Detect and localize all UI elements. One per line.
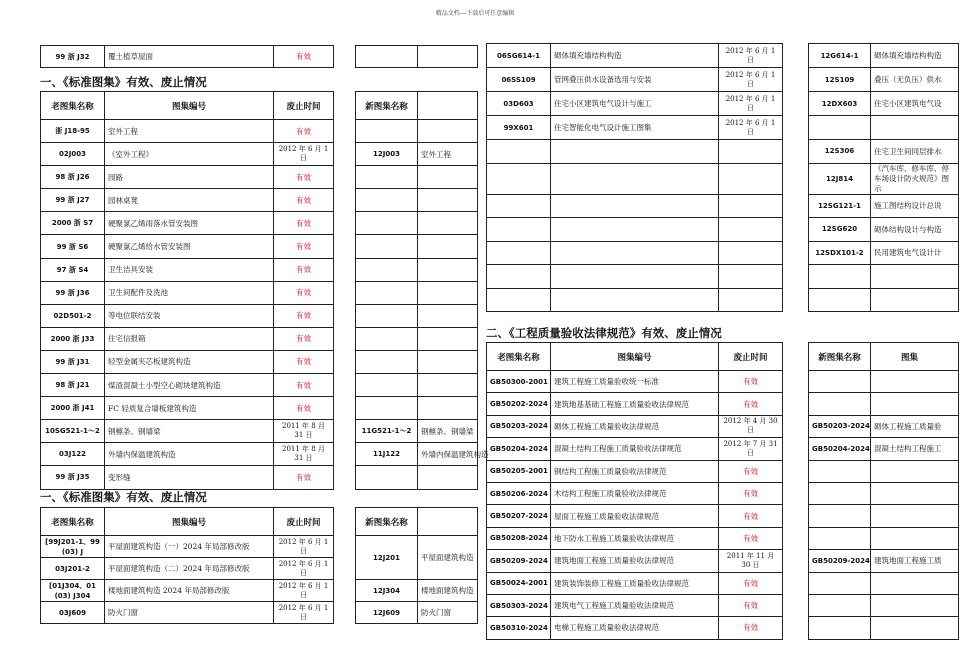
table-cell-new: 12J003 <box>356 143 418 166</box>
table-row <box>487 482 959 504</box>
table-cell-code <box>551 288 719 312</box>
table-cell-code: 砌体填充墙结构构造 <box>551 44 719 68</box>
col-code: 图集编号 <box>105 508 274 536</box>
table-cell-newcode: 防火门窗 <box>418 602 478 624</box>
table-cell-old <box>487 265 551 289</box>
table-cell-old: GB50300-2001 <box>487 371 551 393</box>
table-cell-new: GB50209-2024 <box>809 550 871 572</box>
table-row <box>41 350 478 373</box>
table-cell-new <box>356 212 418 235</box>
table-row <box>487 288 959 312</box>
table-cell-newcode: 砌体填充墙结构构造 <box>871 44 959 68</box>
table-cell-old: GB50204-2024 <box>487 438 551 460</box>
col-old: 老图集名称 <box>487 343 551 371</box>
table-cell-code: 等电位联结安装 <box>105 304 274 327</box>
table-row <box>487 241 959 265</box>
table-cell-time: 2012 年 6 月 1 日 <box>719 44 783 68</box>
table-cell-newcode <box>871 527 959 549</box>
table-cell-new: 11G521-1～2 <box>356 420 418 443</box>
table-cell-newcode <box>418 212 478 235</box>
table-cell-newcode <box>418 189 478 212</box>
table-cell-old <box>487 241 551 265</box>
table-cell-time: 2012 年 6 月 1 日 <box>274 558 334 580</box>
table-cell-code: 建筑工程施工质量验收统一标准 <box>551 371 719 393</box>
table-cell-new <box>356 166 418 189</box>
table-cell-new: 12SG620 <box>809 218 871 242</box>
table-cell-new: 12S109 <box>809 68 871 92</box>
table-cell-new: 12J609 <box>356 602 418 624</box>
table-cell-time <box>719 194 783 218</box>
table-cell-newcode <box>418 258 478 281</box>
table-row <box>487 194 959 218</box>
table-cell-time: 2011 年 8 月 31 日 <box>274 420 334 443</box>
table-cell-newcode <box>871 594 959 616</box>
table-cell-time: 有效 <box>719 594 783 616</box>
table-cell-time: 有效 <box>274 327 334 350</box>
table-cell-code: 硬聚氯乙烯雨落水管安装图 <box>105 212 274 235</box>
table-cell-new <box>809 617 871 639</box>
table-cell-old: 2000 浙 J41 <box>41 397 105 420</box>
table-row <box>41 420 478 443</box>
table-cell-time: 有效 <box>274 304 334 327</box>
table-cell-code: 屋面工程施工质量验收法律规范 <box>551 505 719 527</box>
table-cell-new <box>809 371 871 393</box>
table-cell-code <box>551 140 719 164</box>
table-cell-new <box>356 120 418 143</box>
table-cell-old: GB50207-2024 <box>487 505 551 527</box>
table-cell-code: 外墙内保温建筑构造 <box>105 443 274 466</box>
table-row <box>487 265 959 289</box>
table-cell-new: 12S306 <box>809 140 871 164</box>
table-row <box>41 212 478 235</box>
table-cell-time: 有效 <box>274 397 334 420</box>
table-row <box>41 443 478 466</box>
table-cell-newcode <box>418 397 478 420</box>
table-row <box>487 140 959 164</box>
table-cell-new <box>356 235 418 258</box>
table-cell-old: 98 浙 J26 <box>41 166 105 189</box>
table-row <box>41 397 478 420</box>
table-cell-newcode <box>871 505 959 527</box>
table-cell-old <box>487 140 551 164</box>
table-cell-time: 有效 <box>274 466 334 489</box>
table-cell-newcode: 外墙内保温建筑构造 <box>418 443 478 466</box>
table-cell-code: 卫生洁具安装 <box>105 258 274 281</box>
table-cell-old: GB50203-2024 <box>487 415 551 437</box>
table-cell-old: GB50303-2024 <box>487 594 551 616</box>
table-cell-time: 有效 <box>274 189 334 212</box>
col-time: 废止时间 <box>274 508 334 536</box>
table-cell-time: 2012 年 6 月 1 日 <box>719 116 783 140</box>
section2-title: 一、《标准图集》有效、废止情况 <box>40 490 207 504</box>
table-cell-new <box>356 189 418 212</box>
table-cell-newcode <box>418 327 478 350</box>
table-cell-newcode: 民用建筑电气设计计 <box>871 241 959 265</box>
table-cell-code: 楼地面建筑构造 2024 年局部修改版 <box>105 580 274 602</box>
col-old: 老图集名称 <box>41 508 105 536</box>
table-cell-newcode <box>418 166 478 189</box>
table-row <box>487 594 959 616</box>
table-row <box>487 92 959 116</box>
table-cell-new <box>809 505 871 527</box>
col-code: 图集编号 <box>551 343 719 371</box>
table-cell-code: 建筑地基基础工程施工质量验收法律规范 <box>551 393 719 415</box>
table-cell-newcode <box>418 374 478 397</box>
table-cell-old <box>487 194 551 218</box>
table-cell-new <box>356 374 418 397</box>
table-cell-new <box>809 460 871 482</box>
table-cell-code: FC 轻质复合墙板建筑构造 <box>105 397 274 420</box>
table-cell-old: GB50206-2024 <box>487 482 551 504</box>
table-cell-old <box>487 163 551 194</box>
table-cell-time: 有效 <box>274 281 334 304</box>
top-row-table <box>40 45 478 68</box>
table-cell-newcode <box>871 265 959 289</box>
table-cell-time <box>719 241 783 265</box>
table-row <box>41 166 478 189</box>
table-cell-new <box>356 281 418 304</box>
table-cell-time: 2012 年 4 月 30 日 <box>719 415 783 437</box>
table-cell-old: 06SG614-1 <box>487 44 551 68</box>
table-cell-old <box>487 288 551 312</box>
table-cell-new <box>809 116 871 140</box>
table-cell-code: 住宅智能化电气设计施工图集 <box>551 116 719 140</box>
table-cell-newcode: 混凝土结构工程施工 <box>871 438 959 460</box>
table-cell-newcode <box>871 393 959 415</box>
table-row <box>41 466 478 489</box>
table-cell-time: 有效 <box>719 527 783 549</box>
table-row <box>41 304 478 327</box>
table-cell-code <box>551 218 719 242</box>
table-cell-old: 02D501-2 <box>41 304 105 327</box>
table-row <box>41 120 478 143</box>
col-time: 废止时间 <box>274 92 334 120</box>
table-cell-newcode: 室外工程 <box>418 143 478 166</box>
table-cell-old: 03J201-2 <box>41 558 105 580</box>
table-row <box>41 189 478 212</box>
table-cell-time: 有效 <box>274 258 334 281</box>
table-cell-new: 12J814 <box>809 163 871 194</box>
table-cell-new: 12J201 <box>356 536 418 580</box>
table-row <box>487 527 959 549</box>
table-cell-code: 混凝土结构工程施工质量验收法律规范 <box>551 438 719 460</box>
table-cell-old: GB50024-2001 <box>487 572 551 594</box>
table-cell-time: 有效 <box>719 460 783 482</box>
top-code: 覆土植草屋面 <box>105 46 274 68</box>
table-cell-new: GB50203-2024 <box>809 415 871 437</box>
table-cell-time: 2012 年 7 月 31 日 <box>719 438 783 460</box>
section3-title: 二、《工程质量验收法律规范》有效、废止情况 <box>486 326 722 340</box>
table-row <box>41 374 478 397</box>
table-cell-old: 2000 浙 J33 <box>41 327 105 350</box>
table-cell-time: 2012 年 6 月 1 日 <box>274 536 334 558</box>
table-cell-new <box>809 572 871 594</box>
table-cell-new: 12G614-1 <box>809 44 871 68</box>
table-cell-old: 02J003 <box>41 143 105 166</box>
table-cell-time: 2011 年 8 月 31 日 <box>274 443 334 466</box>
table-cell-new: 11J122 <box>356 443 418 466</box>
table-cell-old: 2000 浙 S7 <box>41 212 105 235</box>
table-cell-code: 平屋面建筑构造（一）2024 年局部修改版 <box>105 536 274 558</box>
table-row <box>487 460 959 482</box>
table-cell-time <box>719 288 783 312</box>
table-cell-newcode <box>418 466 478 489</box>
table-cell-code: 园林桌凳 <box>105 189 274 212</box>
table-row <box>487 505 959 527</box>
table-cell-code: 《室外工程》 <box>105 143 274 166</box>
table-cell-newcode <box>418 281 478 304</box>
col-new: 新图集名称 <box>356 508 418 536</box>
table-cell-time: 有效 <box>274 235 334 258</box>
table-cell-time: 有效 <box>719 505 783 527</box>
table-cell-new <box>809 594 871 616</box>
table-cell-newcode: 钢檩条、钢墙梁 <box>418 420 478 443</box>
table-cell-newcode: 叠压（无负压）供水 <box>871 68 959 92</box>
table-row <box>487 163 959 194</box>
table-cell-code: 木结构工程施工质量验收法律规范 <box>551 482 719 504</box>
table-cell-newcode <box>871 572 959 594</box>
table-cell-old: 99 浙 J36 <box>41 281 105 304</box>
table-cell-time: 2012 年 6 月 1 日 <box>719 68 783 92</box>
table-cell-time: 有效 <box>274 166 334 189</box>
table-cell-old: GB50208-2024 <box>487 527 551 549</box>
page-header: 精品文档---下载后可任意编辑 <box>435 10 515 17</box>
table-cell-time <box>719 265 783 289</box>
table-cell-new <box>356 327 418 350</box>
table-cell-code: 平屋面建筑构造（二）2024 年局部修改版 <box>105 558 274 580</box>
table-cell-code: 园路 <box>105 166 274 189</box>
table-cell-code: 电梯工程施工质量验收法律规范 <box>551 617 719 639</box>
table-cell-new <box>809 482 871 504</box>
table-row <box>487 617 959 639</box>
table-cell-code <box>551 194 719 218</box>
table-cell-old: GB50202-2024 <box>487 393 551 415</box>
table-cell-old: [99J201-1、99 (03) J <box>41 536 105 558</box>
table-cell-newcode: 砌体结构设计与构造 <box>871 218 959 242</box>
table-cell-new <box>356 258 418 281</box>
table-cell-code: 硬聚氯乙烯给水管安装图 <box>105 235 274 258</box>
col-old: 老图集名称 <box>41 92 105 120</box>
table-cell-old: 03J122 <box>41 443 105 466</box>
table-cell-time: 2011 年 11 月 30 日 <box>719 550 783 572</box>
table4 <box>486 342 959 640</box>
table-cell-old: 99 浙 J35 <box>41 466 105 489</box>
table-cell-new: 12DX603 <box>809 92 871 116</box>
table-cell-code: 防火门窗 <box>105 602 274 624</box>
table-cell-newcode <box>418 304 478 327</box>
table-row <box>41 281 478 304</box>
table-cell-old: 03J609 <box>41 602 105 624</box>
table-cell-time: 有效 <box>274 120 334 143</box>
table-row <box>41 235 478 258</box>
table-cell-newcode <box>871 116 959 140</box>
table-cell-time: 2012 年 6 月 1 日 <box>274 143 334 166</box>
table-cell-code <box>551 163 719 194</box>
table-cell-newcode: 平屋面建筑构造 <box>418 536 478 580</box>
table-row <box>487 218 959 242</box>
table-cell-newcode: 砌体工程施工质量验 <box>871 415 959 437</box>
table-cell-code: 住宅小区建筑电气设计与施工 <box>551 92 719 116</box>
table-cell-newcode: 住宅卫生间同层排水 <box>871 140 959 164</box>
table-cell-newcode: 施工图结构设计总说 <box>871 194 959 218</box>
table-cell-time <box>719 140 783 164</box>
table-cell-new: 12SDX101-2 <box>809 241 871 265</box>
table-cell-newcode: 《汽车库、修车库、停车场设计防火规范》图示 <box>871 163 959 194</box>
table-cell-newcode <box>871 482 959 504</box>
table-cell-time: 有效 <box>274 374 334 397</box>
table-cell-newcode <box>871 288 959 312</box>
table-cell-time: 有效 <box>719 617 783 639</box>
top-time: 有效 <box>274 46 334 68</box>
table-cell-code: 轻型金属夹芯板建筑构造 <box>105 350 274 373</box>
table-cell-time: 有效 <box>719 393 783 415</box>
table-cell-newcode <box>418 350 478 373</box>
table-cell-code: 建筑地面工程施工质量验收法律规范 <box>551 550 719 572</box>
table-cell-old: 06SS109 <box>487 68 551 92</box>
table-cell-old: GB50310-2024 <box>487 617 551 639</box>
table-cell-old: GB50205-2001 <box>487 460 551 482</box>
table-row <box>487 371 959 393</box>
col-new: 新图集名称 <box>356 92 418 120</box>
table-cell-code: 建筑电气工程施工质量验收法律规范 <box>551 594 719 616</box>
top-old: 99 浙 J32 <box>41 46 105 68</box>
table-cell-new: GB50204-2024 <box>809 438 871 460</box>
table2 <box>40 507 478 624</box>
table-cell-time: 2012 年 6 月 1 日 <box>274 602 334 624</box>
table-cell-code: 砌体工程施工质量验收法律规范 <box>551 415 719 437</box>
table-cell-new <box>809 527 871 549</box>
table-cell-code <box>551 265 719 289</box>
table1 <box>40 91 489 490</box>
table-cell-code: 变形缝 <box>105 466 274 489</box>
table-cell-code: 钢檩条、钢墙梁 <box>105 420 274 443</box>
table-cell-new <box>809 265 871 289</box>
table-cell-newcode: 楼地面建筑构造 <box>418 580 478 602</box>
col-code: 图集编号 <box>105 92 274 120</box>
table-row <box>41 143 478 166</box>
table-cell-time: 有效 <box>719 572 783 594</box>
table-cell-code: 地下防水工程施工质量验收法律规范 <box>551 527 719 549</box>
table-cell-newcode: 建筑地面工程施工质 <box>871 550 959 572</box>
table-cell-code: 住宅信报箱 <box>105 327 274 350</box>
table-cell-code: 卫生间配件及洗池 <box>105 281 274 304</box>
table-row <box>487 68 959 92</box>
table-cell-old: 10SG521-1～2 <box>41 420 105 443</box>
table-cell-old: 99X601 <box>487 116 551 140</box>
table-cell-old: 03D603 <box>487 92 551 116</box>
table-cell-old: 浙 J18-95 <box>41 120 105 143</box>
table-cell-newcode <box>871 371 959 393</box>
table-cell-code: 煤渣混凝土小型空心砌块建筑构造 <box>105 374 274 397</box>
table-cell-old: 98 浙 J21 <box>41 374 105 397</box>
table-cell-new: 12J304 <box>356 580 418 602</box>
table-cell-time: 有效 <box>719 482 783 504</box>
table-row <box>487 572 959 594</box>
table-cell-code: 室外工程 <box>105 120 274 143</box>
table-cell-new <box>356 397 418 420</box>
table-cell-old: 99 浙 S6 <box>41 235 105 258</box>
table-row <box>487 116 959 140</box>
table-cell-new: 12SG121-1 <box>809 194 871 218</box>
table-cell-newcode <box>418 120 478 143</box>
table-cell-time: 有效 <box>274 212 334 235</box>
table-row <box>487 550 959 572</box>
table-cell-new <box>356 350 418 373</box>
table-cell-new <box>809 393 871 415</box>
table-cell-old: GB50209-2024 <box>487 550 551 572</box>
table-row <box>487 44 959 68</box>
section1-title: 一、《标准图集》有效、废止情况 <box>40 75 207 89</box>
col-time: 废止时间 <box>719 343 783 371</box>
table-cell-time: 有效 <box>274 350 334 373</box>
table-cell-newcode <box>871 617 959 639</box>
col-code-cut: 图集 <box>871 343 959 371</box>
table-cell-time: 2012 年 6 月 1 日 <box>719 92 783 116</box>
table-cell-new <box>356 466 418 489</box>
table-cell-time: 2012 年 6 月 1 日 <box>274 580 334 602</box>
table-row <box>41 258 478 281</box>
table-row <box>487 438 959 460</box>
table-cell-code: 建筑装饰装修工程施工质量验收法律规范 <box>551 572 719 594</box>
table-cell-old <box>487 218 551 242</box>
table-cell-newcode <box>418 235 478 258</box>
table-row <box>41 327 478 350</box>
table-cell-old: 97 浙 S4 <box>41 258 105 281</box>
table-cell-time: 有效 <box>719 371 783 393</box>
table-cell-code: 管网叠压供水设备选用与安装 <box>551 68 719 92</box>
table-cell-newcode <box>871 460 959 482</box>
table-cell-old: 99 浙 J27 <box>41 189 105 212</box>
table-row <box>487 415 959 437</box>
table-cell-old: [01J304、01 (03) J304 <box>41 580 105 602</box>
table-cell-code: 钢结构工程施工质量验收法律规范 <box>551 460 719 482</box>
table-cell-code <box>551 241 719 265</box>
table-cell-newcode: 住宅小区建筑电气设 <box>871 92 959 116</box>
table-cell-time <box>719 218 783 242</box>
col-new: 新图集名称 <box>809 343 871 371</box>
table-cell-new <box>809 288 871 312</box>
table-cell-old: 99 浙 J31 <box>41 350 105 373</box>
table3 <box>486 43 959 312</box>
table-cell-new <box>356 304 418 327</box>
table-row <box>487 393 959 415</box>
table-cell-time <box>719 163 783 194</box>
